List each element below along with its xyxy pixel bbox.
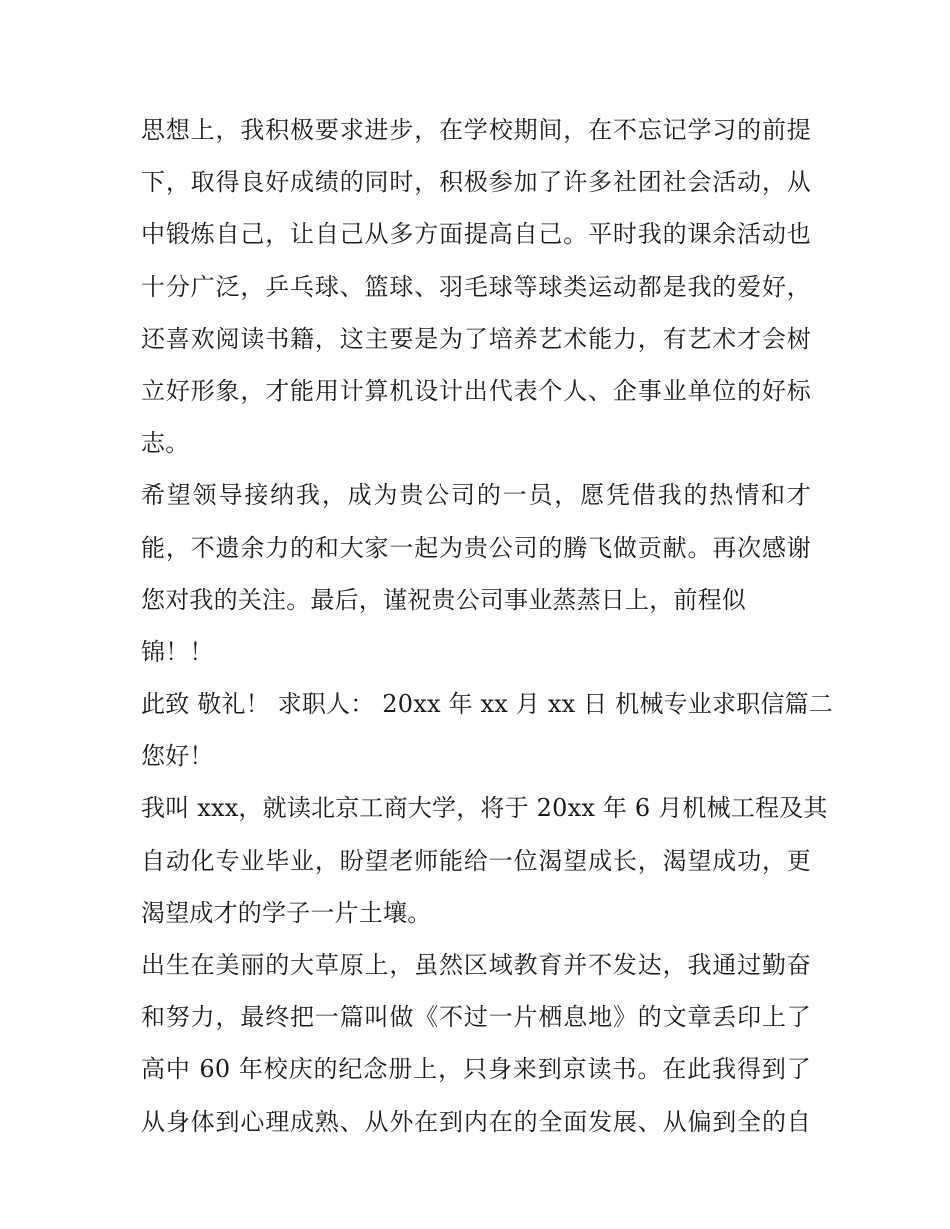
text-line-14: 我叫 xxx，就读北京工商大学，将于 20xx 年 6 月机械工程及其 <box>141 794 828 823</box>
text-line-15: 自动化专业毕业，盼望老师能给一位渴望成长，渴望成功，更 <box>141 846 811 875</box>
text-line-10: 您对我的关注。最后，谨祝贵公司事业蒸蒸日上，前程似 <box>141 585 746 614</box>
text-line-11: 锦！！ <box>141 637 214 666</box>
text-line-13: 您好！ <box>141 742 214 771</box>
text-line-8: 希望领导接纳我，成为贵公司的一员，愿凭借我的热情和才 <box>141 481 811 510</box>
text-line-2: 下，取得良好成绩的同时，积极参加了许多社团社会活动，从 <box>141 168 811 197</box>
text-line-3: 中锻炼自己，让自己从多方面提高自己。平时我的课余活动也 <box>141 220 811 249</box>
text-line-17: 出生在美丽的大草原上，虽然区域教育并不发达，我通过勤奋 <box>141 951 811 979</box>
text-line-19: 高中 60 年校庆的纪念册上，只身来到京读书。在此我得到了 <box>141 1055 811 1084</box>
text-line-4: 十分广泛，乒乓球、篮球、羽毛球等球类运动都是我的爱好， <box>141 272 811 301</box>
text-line-12: 此致 敬礼！ 求职人： 20xx 年 xx 月 xx 日 机械专业求职信篇二 <box>141 690 834 719</box>
body-text <box>141 104 834 1148</box>
text-line-16: 渴望成才的学子一片土壤。 <box>141 898 432 927</box>
text-line-7: 志。 <box>141 429 190 458</box>
text-line-5: 还喜欢阅读书籍，这主要是为了培养艺术能力，有艺术才会树 <box>141 324 811 353</box>
text-line-6: 立好形象，才能用计算机设计出代表个人、企事业单位的好标 <box>141 376 811 405</box>
text-line-9: 能，不遗余力的和大家一起为贵公司的腾飞做贡献。再次感谢 <box>141 533 811 562</box>
text-line-18: 和努力，最终把一篇叫做《不过一片栖息地》的文章丢印上了 <box>141 1003 811 1032</box>
text-line-1: 思想上，我积极要求进步，在学校期间，在不忘记学习的前提 <box>141 116 811 144</box>
text-line-20: 从身体到心理成熟、从外在到内在的全面发展、从偏到全的自 <box>141 1107 811 1136</box>
